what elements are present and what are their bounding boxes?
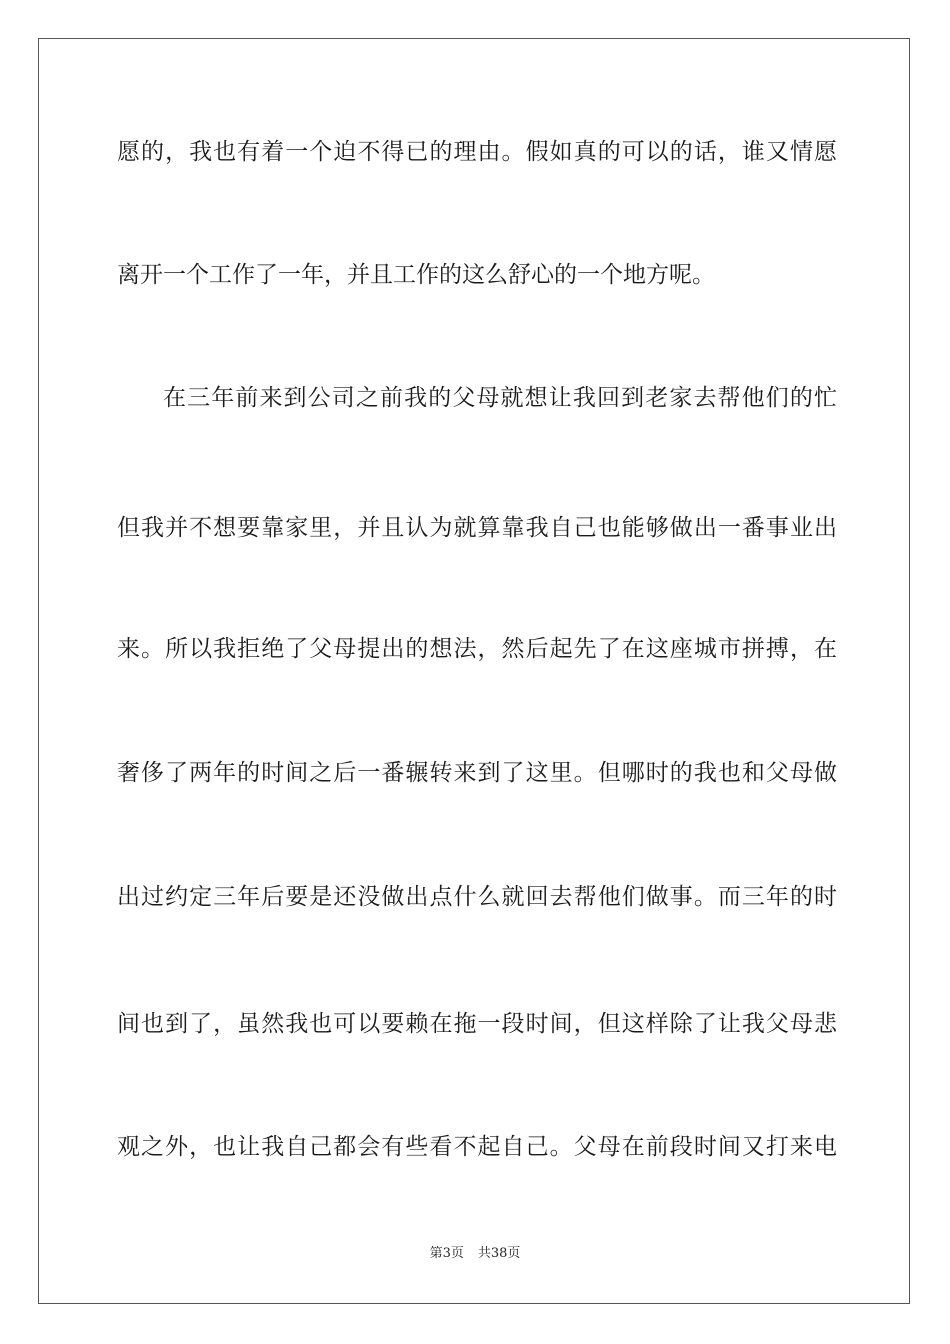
text-line-9: 观之外，也让我自己都会有些看不起自己。父母在前段时间又打来电 <box>117 1134 837 1160</box>
text-line-7: 出过约定三年后要是还没做出点什么就回去帮他们做事。而三年的时 <box>117 884 837 910</box>
text-line-5: 来。所以我拒绝了父母提出的想法，然后起先了在这座城市拼搏，在 <box>117 636 837 662</box>
text-line-4: 但我并不想要靠家里，并且认为就算靠我自己也能够做出一番事业出 <box>117 515 837 541</box>
text-line-8: 间也到了，虽然我也可以要赖在拖一段时间，但这样除了让我父母悲 <box>117 1011 837 1037</box>
text-line-3: 在三年前来到公司之前我的父母就想让我回到老家去帮他们的忙 <box>163 385 837 411</box>
total-pages-label: 共38页 <box>477 1246 521 1261</box>
page-footer <box>0 1245 950 1263</box>
text-line-2: 离开一个工作了一年，并且工作的这么舒心的一个地方呢。 <box>117 262 715 288</box>
text-line-6: 奢侈了两年的时间之后一番辗转来到了这里。但哪时的我也和父母做 <box>117 760 837 786</box>
text-line-1: 愿的，我也有着一个迫不得已的理由。假如真的可以的话，谁又情愿 <box>117 139 837 165</box>
page-border <box>38 38 910 1304</box>
current-page-label: 第3页 <box>429 1246 464 1261</box>
